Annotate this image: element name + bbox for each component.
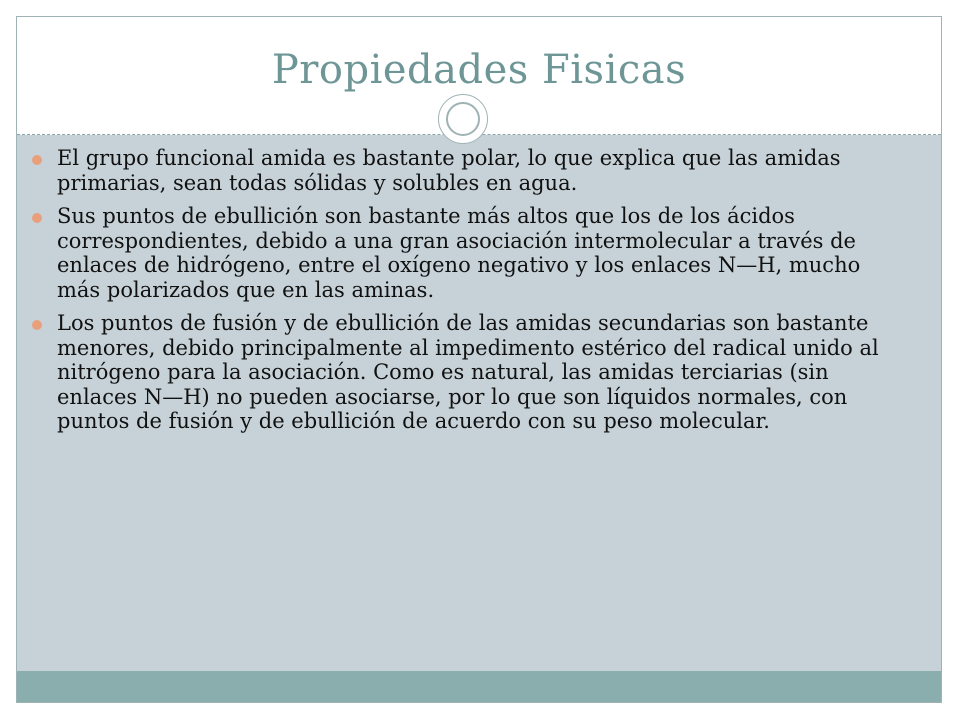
footer-band [17, 671, 941, 703]
bullet-dot-icon [32, 213, 42, 223]
circle-ornament-icon [438, 94, 488, 144]
bullet-text: Los puntos de fusión y de ebullición de las amidas secundarias son bastante menores, debido principalmente al impedimento estérico del radical unido al nitrógeno para la asociación. Como es natural, las amidas terciarias (sin enlaces N—H) no pueden asociarse, por lo que son líquidos normales, con puntos de fusión y de ebullición de acuerdo con su peso molecular. [57, 311, 879, 433]
bullet-item [32, 311, 902, 434]
bullet-dot-icon [32, 320, 42, 330]
bullet-text: Sus puntos de ebullición son bastante más altos que los de los ácidos correspondientes, debido a una gran asociación intermolecular a través de enlaces de hidrógeno, entre el oxígeno negativo y los enlaces N—H, mucho más polarizados que en las aminas. [57, 204, 861, 302]
bullet-item [32, 204, 902, 302]
bullet-item [32, 146, 902, 195]
circle-ornament-inner [446, 102, 480, 136]
bullet-dot-icon [32, 155, 42, 165]
slide-title: Propiedades Fisicas [271, 47, 687, 93]
bullet-list [32, 146, 902, 443]
bullet-text: El grupo funcional amida es bastante polar, lo que explica que las amidas primarias, sean todas sólidas y solubles en agua. [57, 146, 841, 195]
